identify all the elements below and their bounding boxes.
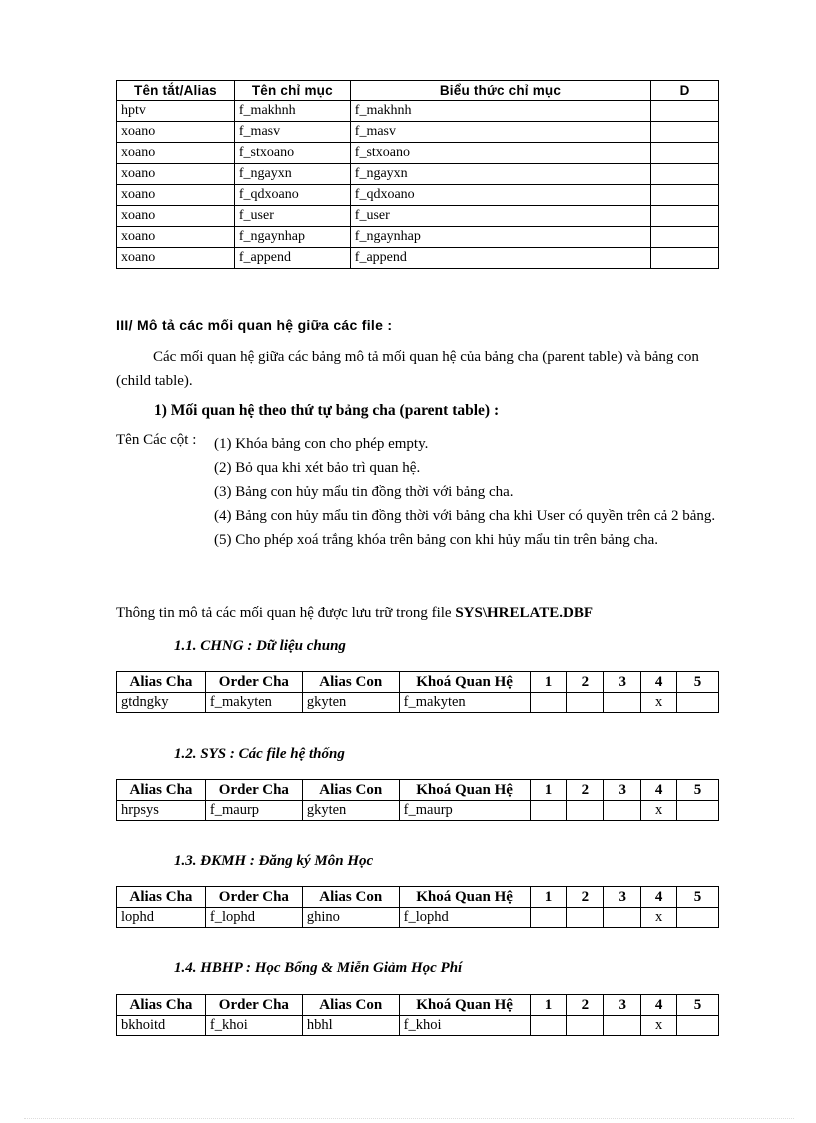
index-table-header (117, 81, 719, 101)
cell-col-3 (604, 693, 641, 713)
header-alias-cha: Alias Cha (117, 995, 206, 1016)
table-row (117, 908, 719, 928)
cell-col-1 (530, 1016, 567, 1036)
relation-table (116, 886, 719, 928)
cell-index-name: f_append (234, 248, 350, 269)
cell-order-cha: f_makyten (205, 693, 302, 713)
cell-index-name: f_ngayxn (234, 164, 350, 185)
cell-alias: xoano (117, 227, 235, 248)
cell-index-name: f_masv (234, 122, 350, 143)
cell-index-expression: f_ngaynhap (350, 227, 650, 248)
cell-col-2 (567, 908, 604, 928)
header-col-3: 3 (604, 780, 641, 801)
cell-col-3 (604, 1016, 641, 1036)
cell-col-5 (677, 908, 719, 928)
header-col-1: 1 (530, 672, 567, 693)
column-description-item: (2) Bỏ qua khi xét bảo trì quan hệ. (214, 460, 421, 476)
cell-alias: xoano (117, 143, 235, 164)
relation-table-header (117, 995, 719, 1016)
cell-col-4: x (641, 693, 677, 713)
header-col-4: 4 (641, 672, 677, 693)
table-row (117, 248, 719, 269)
table-row (117, 206, 719, 227)
relation-title: 1.3. ĐKMH : Đăng ký Môn Học (174, 853, 374, 869)
header-index-expression: Biểu thức chỉ mục (350, 81, 650, 101)
cell-alias-con: hbhl (302, 1016, 399, 1036)
header-relation-key: Khoá Quan Hệ (399, 672, 530, 693)
cell-alias-cha: gtdngky (117, 693, 206, 713)
header-relation-key: Khoá Quan Hệ (399, 780, 530, 801)
cell-d (651, 122, 719, 143)
cell-col-3 (604, 908, 641, 928)
table-row (117, 101, 719, 122)
header-col-4: 4 (641, 780, 677, 801)
cell-alias-cha: lophd (117, 908, 206, 928)
cell-index-expression: f_makhnh (350, 101, 650, 122)
header-col-4: 4 (641, 995, 677, 1016)
column-description-item: (5) Cho phép xoá trắng khóa trên bảng con khi hủy mẩu tin trên bảng cha. (214, 532, 659, 548)
relation-table (116, 994, 719, 1036)
cell-index-expression: f_ngayxn (350, 164, 650, 185)
cell-d (651, 206, 719, 227)
relation-table-header (117, 887, 719, 908)
column-description-item: (4) Bảng con hủy mẩu tin đồng thời với bảng cha khi User có quyền trên cả 2 bảng. (214, 508, 716, 524)
table-row (117, 801, 719, 821)
header-col-3: 3 (604, 672, 641, 693)
intro-paragraph: Các mối quan hệ giữa các bảng mô tả mối quan hệ của bảng cha (parent table) và bảng con (child table). (116, 349, 699, 389)
cell-d (651, 185, 719, 206)
cell-alias: xoano (117, 164, 235, 185)
header-col-5: 5 (677, 672, 719, 693)
header-relation-key: Khoá Quan Hệ (399, 995, 530, 1016)
header-col-4: 4 (641, 887, 677, 908)
header-alias-con: Alias Con (302, 995, 399, 1016)
info-file: SYS\HRELATE.DBF (455, 605, 594, 621)
cell-d (651, 143, 719, 164)
relation-table-header (117, 672, 719, 693)
cell-col-5 (677, 801, 719, 821)
header-alias-cha: Alias Cha (117, 672, 206, 693)
header-col-1: 1 (530, 995, 567, 1016)
cell-col-2 (567, 801, 604, 821)
header-relation-key: Khoá Quan Hệ (399, 887, 530, 908)
cell-index-name: f_stxoano (234, 143, 350, 164)
relation-title: 1.1. CHNG : Dữ liệu chung (174, 638, 346, 654)
header-alias-cha: Alias Cha (117, 887, 206, 908)
page-bottom-divider (24, 1118, 794, 1119)
index-table (116, 80, 719, 269)
cell-col-5 (677, 693, 719, 713)
subheading-parent-order: 1) Mối quan hệ theo thứ tự bảng cha (parent table) : (154, 402, 500, 419)
cell-d (651, 101, 719, 122)
table-row (117, 227, 719, 248)
columns-description-list (214, 432, 720, 552)
header-col-2: 2 (567, 672, 604, 693)
cell-d (651, 248, 719, 269)
header-col-1: 1 (530, 887, 567, 908)
cell-col-5 (677, 1016, 719, 1036)
cell-order-cha: f_maurp (205, 801, 302, 821)
relation-table (116, 779, 719, 821)
cell-index-name: f_qdxoano (234, 185, 350, 206)
cell-col-2 (567, 693, 604, 713)
header-d: D (651, 81, 719, 101)
cell-d (651, 164, 719, 185)
header-alias: Tên tắt/Alias (117, 81, 235, 101)
cell-col-4: x (641, 908, 677, 928)
header-col-3: 3 (604, 995, 641, 1016)
cell-col-2 (567, 1016, 604, 1036)
header-alias-cha: Alias Cha (117, 780, 206, 801)
header-col-2: 2 (567, 887, 604, 908)
header-col-3: 3 (604, 887, 641, 908)
header-col-1: 1 (530, 780, 567, 801)
header-col-2: 2 (567, 780, 604, 801)
cell-alias-con: ghino (302, 908, 399, 928)
cell-d (651, 227, 719, 248)
cell-index-name: f_ngaynhap (234, 227, 350, 248)
table-row (117, 143, 719, 164)
cell-col-1 (530, 801, 567, 821)
header-alias-con: Alias Con (302, 780, 399, 801)
cell-alias: xoano (117, 248, 235, 269)
header-order-cha: Order Cha (205, 887, 302, 908)
relation-title: 1.2. SYS : Các file hệ thống (174, 746, 345, 762)
cell-index-name: f_makhnh (234, 101, 350, 122)
cell-relation-key: f_khoi (399, 1016, 530, 1036)
cell-alias-cha: bkhoitd (117, 1016, 206, 1036)
cell-col-4: x (641, 1016, 677, 1036)
header-alias-con: Alias Con (302, 672, 399, 693)
header-order-cha: Order Cha (205, 995, 302, 1016)
cell-index-expression: f_qdxoano (350, 185, 650, 206)
columns-label: Tên Các cột : (116, 432, 197, 448)
header-col-5: 5 (677, 887, 719, 908)
cell-alias: xoano (117, 122, 235, 143)
header-order-cha: Order Cha (205, 672, 302, 693)
table-row (117, 1016, 719, 1036)
cell-col-1 (530, 908, 567, 928)
header-col-5: 5 (677, 995, 719, 1016)
cell-col-4: x (641, 801, 677, 821)
info-prefix: Thông tin mô tả các mối quan hệ được lưu trữ trong file (116, 605, 456, 621)
cell-index-expression: f_user (350, 206, 650, 227)
header-col-5: 5 (677, 780, 719, 801)
cell-col-3 (604, 801, 641, 821)
cell-alias-con: gkyten (302, 693, 399, 713)
cell-order-cha: f_lophd (205, 908, 302, 928)
header-order-cha: Order Cha (205, 780, 302, 801)
cell-index-expression: f_append (350, 248, 650, 269)
cell-index-expression: f_stxoano (350, 143, 650, 164)
section-title: III/ Mô tả các mối quan hệ giữa các file : (116, 317, 393, 333)
header-alias-con: Alias Con (302, 887, 399, 908)
cell-alias: xoano (117, 206, 235, 227)
column-description-item: (3) Bảng con hủy mẩu tin đồng thời với bảng cha. (214, 484, 514, 500)
relation-title: 1.4. HBHP : Học Bổng & Miễn Giảm Học Phí (174, 960, 463, 976)
cell-relation-key: f_maurp (399, 801, 530, 821)
cell-alias-cha: hrpsys (117, 801, 206, 821)
cell-alias: hptv (117, 101, 235, 122)
table-row (117, 693, 719, 713)
relation-table-header (117, 780, 719, 801)
info-line (116, 605, 593, 622)
table-row (117, 122, 719, 143)
cell-alias-con: gkyten (302, 801, 399, 821)
column-description-item: (1) Khóa bảng con cho phép empty. (214, 436, 429, 452)
header-index-name: Tên chỉ mục (234, 81, 350, 101)
cell-index-expression: f_masv (350, 122, 650, 143)
relation-table (116, 671, 719, 713)
cell-alias: xoano (117, 185, 235, 206)
header-col-2: 2 (567, 995, 604, 1016)
cell-index-name: f_user (234, 206, 350, 227)
cell-relation-key: f_lophd (399, 908, 530, 928)
cell-col-1 (530, 693, 567, 713)
cell-order-cha: f_khoi (205, 1016, 302, 1036)
table-row (117, 185, 719, 206)
table-row (117, 164, 719, 185)
cell-relation-key: f_makyten (399, 693, 530, 713)
